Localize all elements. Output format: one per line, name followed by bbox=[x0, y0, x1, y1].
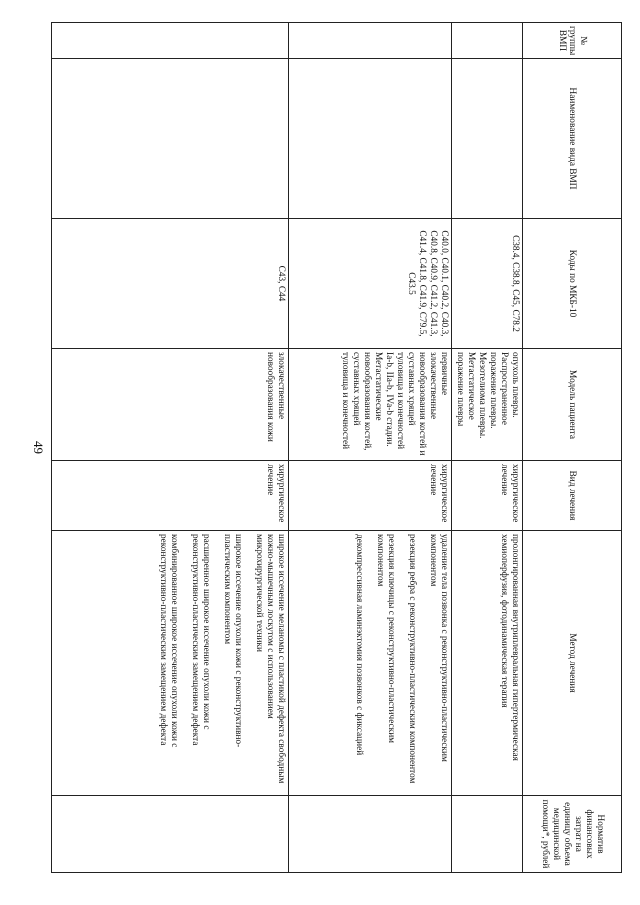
header-method: Метод лечения bbox=[523, 531, 622, 796]
cell-vmp-name bbox=[289, 59, 452, 219]
method-item: пролонгированная внутриплевральная гипертермическая хемиоперфузия, фотодинамическая терапия bbox=[499, 534, 520, 761]
cell-group-no bbox=[289, 23, 452, 59]
vmp-table bbox=[51, 22, 622, 873]
cell-treatment-type: хирургическое лечение bbox=[52, 461, 289, 531]
method-item: расширенное широкое иссечение опухоли кожи с реконструктивно-пластическим замещением дефекта bbox=[190, 534, 212, 746]
cell-group-no bbox=[452, 23, 523, 59]
cell-patient-model: первичные злокачественные новообразования костей и суставных хрящей туловища и конечностей Ia-b, IIa-b, IVa-b стадии. Метастатические новообразования костей, суставных хрящей туловища и конечностей bbox=[289, 349, 452, 461]
method-item: широкое иссечение опухоли кожи с реконструктивно-пластическим компонентом bbox=[222, 534, 244, 748]
rotated-table-container bbox=[22, 22, 622, 872]
cell-icd-codes: C43, C44 bbox=[52, 219, 289, 349]
table-row bbox=[52, 23, 289, 873]
header-treatment-type: Вид лечения bbox=[523, 461, 622, 531]
method-item: резекция ключицы с реконструктивно-пластическим компонентом bbox=[375, 534, 397, 744]
cell-vmp-name bbox=[452, 59, 523, 219]
cell-icd-codes: C38.4, C38.8, C45, C78.2 bbox=[452, 219, 523, 349]
cell-cost-norm bbox=[452, 796, 523, 873]
header-patient-model: Модель пациента bbox=[523, 349, 622, 461]
table-header-row bbox=[523, 23, 622, 873]
cell-icd-codes: C40.0, C40.1, C40.2, C40.3, C40.8, C40.9, C41.2, C41.3, C41.4, C41.8, C41.9, C79.5, C43.5 bbox=[289, 219, 452, 349]
cell-group-no bbox=[52, 23, 289, 59]
header-vmp-name: Наименование вида ВМП bbox=[523, 59, 622, 219]
cell-vmp-name bbox=[52, 59, 289, 219]
method-item: декомпрессивная ламинэктомия позвонков с фиксацией bbox=[354, 534, 365, 756]
table-row bbox=[289, 23, 452, 873]
cell-method bbox=[452, 531, 523, 796]
cell-patient-model: злокачественные новообразования кожи bbox=[52, 349, 289, 461]
header-icd-codes: Коды по МКБ-10 bbox=[523, 219, 622, 349]
cell-treatment-type: хирургическое лечение bbox=[289, 461, 452, 531]
method-item: комбинированное широкое иссечение опухоли кожи с реконструктивно-пластическим замещением дефекта bbox=[158, 534, 180, 748]
cell-cost-norm bbox=[52, 796, 289, 873]
table-row bbox=[452, 23, 523, 873]
cell-method bbox=[52, 531, 289, 796]
method-item: удаление тела позвонка с реконструктивно-пластическим компонентом bbox=[428, 534, 450, 762]
cell-cost-norm bbox=[289, 796, 452, 873]
method-item: широкое иссечение меланомы с пластикой дефекта свободным кожно-мышечным лоскутом с использованием микрохирургической техники bbox=[254, 534, 287, 784]
cell-method bbox=[289, 531, 452, 796]
method-item: резекция ребра с реконструктивно-пластическим компонентом bbox=[407, 534, 418, 784]
cell-treatment-type: хирургическое лечение bbox=[452, 461, 523, 531]
cell-patient-model: опухоль плевры. Распространенное поражение плевры. Мезотелиома плевры. Метастатическое поражение плевры bbox=[452, 349, 523, 461]
page-number: 49 bbox=[31, 441, 46, 454]
header-group-no: № группы ВМП bbox=[523, 23, 622, 59]
header-cost-norm: Норматив финансовых затрат на единицу объема медицинской помощи*, рублей bbox=[523, 796, 622, 873]
